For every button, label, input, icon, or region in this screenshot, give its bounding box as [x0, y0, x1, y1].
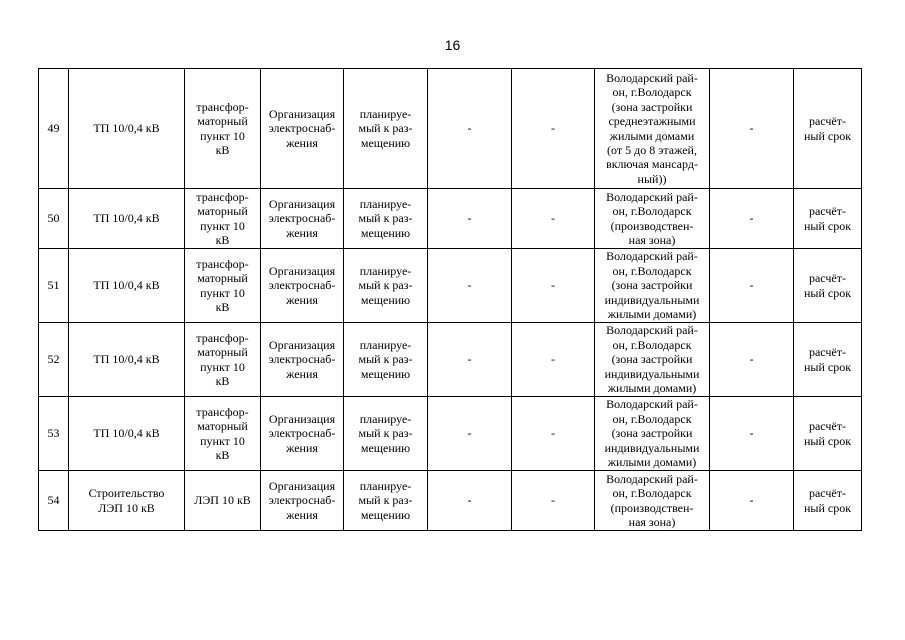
cell-text: -	[551, 278, 555, 293]
object-type-cell	[185, 249, 261, 323]
cell-text-line: мещению	[360, 507, 411, 522]
cell-text-line: кВ	[215, 232, 230, 247]
page-number: 16	[444, 37, 461, 53]
object-name-cell	[69, 189, 185, 249]
cell-text: -	[467, 352, 472, 367]
location-cell	[595, 249, 710, 323]
cell-text-line: пункт 10	[200, 285, 245, 300]
row-number-cell	[39, 323, 69, 397]
cell-text-line: трансфор-	[196, 330, 249, 345]
cell-text-line: он, г.Володарск	[612, 486, 692, 501]
cell-text: -	[749, 211, 754, 226]
column-6-cell	[512, 189, 595, 249]
cell-text: ТП 10/0,4 кВ	[93, 352, 160, 367]
object-type-cell	[185, 323, 261, 397]
cell-text-line: маторный	[197, 271, 248, 286]
row-number-cell	[39, 249, 69, 323]
table-row	[39, 189, 862, 249]
cell-text: 49	[47, 121, 60, 136]
column-6-cell	[512, 397, 595, 471]
column-8-cell	[710, 397, 794, 471]
cell-text: -	[551, 352, 555, 367]
cell-text: -	[749, 493, 754, 508]
status-cell	[344, 471, 428, 531]
cell-text: ТП 10/0,4 кВ	[93, 278, 160, 293]
column-6-cell	[512, 323, 595, 397]
cell-text: 53	[47, 426, 60, 441]
column-8-cell	[710, 189, 794, 249]
cell-text-line: Организация	[268, 106, 336, 121]
column-8-cell	[710, 323, 794, 397]
cell-text-line: маторный	[197, 345, 248, 360]
term-cell	[794, 189, 862, 249]
row-number-cell	[39, 397, 69, 471]
column-6-cell	[512, 249, 595, 323]
object-name-cell	[69, 397, 185, 471]
cell-text: -	[551, 121, 555, 136]
cell-text-line: жилыми домами)	[607, 455, 697, 470]
cell-text-line: Володарский рай-	[606, 471, 698, 486]
cell-text-line: он, г.Володарск	[612, 85, 692, 100]
cell-text-line: электроснаб-	[268, 426, 336, 441]
cell-text-line: электроснаб-	[268, 352, 336, 367]
cell-text-line: ная зона)	[628, 232, 676, 247]
cell-text-line: жилыми домами)	[607, 307, 697, 322]
status-cell	[344, 249, 428, 323]
cell-text-line: маторный	[197, 419, 248, 434]
status-cell	[344, 323, 428, 397]
cell-text-line: планируе-	[359, 196, 412, 211]
location-cell	[595, 69, 710, 189]
purpose-cell	[261, 189, 344, 249]
object-type-cell	[185, 397, 261, 471]
cell-text-line: жения	[286, 292, 318, 307]
cell-text-line: индивидуальными	[604, 440, 700, 455]
purpose-cell	[261, 323, 344, 397]
cell-text-line: расчёт-	[808, 204, 846, 219]
cell-text-line: мещению	[360, 440, 411, 455]
cell-text: -	[551, 426, 555, 441]
cell-text-line: электроснаб-	[268, 121, 336, 136]
cell-text-line: электроснаб-	[268, 493, 336, 508]
column-6-cell	[512, 69, 595, 189]
cell-text: -	[749, 278, 754, 293]
column-5-cell	[428, 189, 512, 249]
table-row	[39, 69, 862, 189]
cell-text-line: ный срок	[803, 359, 852, 374]
cell-text-line: ЛЭП 10 кВ	[98, 500, 155, 515]
cell-text: -	[749, 352, 754, 367]
cell-text-line: мый к раз-	[358, 426, 413, 441]
status-cell	[344, 189, 428, 249]
cell-text-line: жилыми домами	[609, 128, 695, 143]
purpose-cell	[261, 249, 344, 323]
cell-text: ТП 10/0,4 кВ	[93, 211, 160, 226]
cell-text: ТП 10/0,4 кВ	[93, 121, 160, 136]
status-cell	[344, 397, 428, 471]
term-cell	[794, 249, 862, 323]
cell-text: -	[551, 493, 555, 508]
status-cell	[344, 69, 428, 189]
cell-text-line: электроснаб-	[268, 278, 336, 293]
cell-text-line: ный срок	[803, 285, 852, 300]
table-row	[39, 249, 862, 323]
cell-text-line: жения	[286, 507, 318, 522]
cell-text-line: планируе-	[359, 478, 412, 493]
cell-text-line: расчёт-	[808, 271, 846, 286]
object-name-cell	[69, 249, 185, 323]
location-cell	[595, 323, 710, 397]
term-cell	[794, 323, 862, 397]
cell-text-line: Организация	[268, 196, 336, 211]
cell-text: -	[749, 121, 754, 136]
cell-text: -	[467, 121, 472, 136]
purpose-cell	[261, 471, 344, 531]
cell-text-line: планируе-	[359, 263, 412, 278]
cell-text-line: он, г.Володарск	[612, 263, 692, 278]
column-5-cell	[428, 249, 512, 323]
cell-text-line: индивидуальными	[604, 292, 700, 307]
cell-text-line: ный))	[637, 171, 667, 186]
column-8-cell	[710, 69, 794, 189]
cell-text-line: трансфор-	[196, 189, 249, 204]
cell-text-line: расчёт-	[808, 419, 846, 434]
cell-text-line: ный срок	[803, 218, 852, 233]
cell-text-line: ный срок	[803, 128, 852, 143]
cell-text-line: жения	[286, 440, 318, 455]
term-cell	[794, 397, 862, 471]
cell-text-line: Организация	[268, 337, 336, 352]
cell-text: -	[467, 426, 472, 441]
cell-text-line: ная зона)	[628, 514, 676, 529]
object-type-cell	[185, 189, 261, 249]
cell-text: 51	[47, 278, 60, 293]
cell-text-line: Организация	[268, 478, 336, 493]
cell-text-line: жения	[286, 135, 318, 150]
cell-text-line: среднеэтажными	[608, 114, 696, 129]
column-6-cell	[512, 471, 595, 531]
cell-text-line: индивидуальными	[604, 366, 700, 381]
cell-text-line: трансфор-	[196, 404, 249, 419]
object-type-cell	[185, 471, 261, 531]
cell-text-line: ный срок	[803, 500, 852, 515]
cell-text-line: планируе-	[359, 106, 412, 121]
cell-text-line: кВ	[215, 373, 230, 388]
table-body	[39, 69, 862, 531]
cell-text: 54	[47, 493, 60, 508]
cell-text-line: мещению	[360, 225, 411, 240]
object-name-cell	[69, 69, 185, 189]
cell-text-line: (зона застройки	[611, 352, 693, 367]
column-8-cell	[710, 249, 794, 323]
cell-text-line: кВ	[215, 299, 230, 314]
cell-text-line: (зона застройки	[611, 426, 693, 441]
cell-text: 52	[47, 352, 60, 367]
column-5-cell	[428, 69, 512, 189]
cell-text-line: Володарский рай-	[606, 323, 698, 338]
cell-text-line: мый к раз-	[358, 278, 413, 293]
cell-text: -	[467, 493, 472, 508]
cell-text: -	[467, 278, 472, 293]
column-5-cell	[428, 397, 512, 471]
cell-text-line: мещению	[360, 292, 411, 307]
cell-text-line: кВ	[215, 142, 230, 157]
cell-text-line: трансфор-	[196, 99, 249, 114]
location-cell	[595, 189, 710, 249]
cell-text-line: мый к раз-	[358, 493, 413, 508]
cell-text-line: жения	[286, 225, 318, 240]
cell-text-line: включая мансард-	[606, 157, 698, 172]
cell-text-line: трансфор-	[196, 256, 249, 271]
cell-text-line: (зона застройки	[611, 278, 693, 293]
cell-text-line: кВ	[215, 447, 230, 462]
cell-text-line: он, г.Володарск	[612, 337, 692, 352]
cell-text: -	[749, 426, 754, 441]
object-type-cell	[185, 69, 261, 189]
cell-text-line: мещению	[360, 135, 411, 150]
cell-text-line: пункт 10	[200, 218, 245, 233]
table-row	[39, 397, 862, 471]
cell-text-line: (производствен-	[610, 218, 694, 233]
cell-text-line: ный срок	[803, 433, 852, 448]
cell-text-line: ЛЭП 10 кВ	[194, 493, 251, 508]
cell-text-line: мый к раз-	[358, 352, 413, 367]
table-row	[39, 323, 862, 397]
cell-text-line: (от 5 до 8 этажей,	[607, 142, 697, 157]
purpose-cell	[261, 69, 344, 189]
cell-text-line: он, г.Володарск	[612, 204, 692, 219]
cell-text-line: жения	[286, 366, 318, 381]
planning-table	[38, 68, 862, 531]
row-number-cell	[39, 189, 69, 249]
object-name-cell	[69, 323, 185, 397]
row-number-cell	[39, 69, 69, 189]
cell-text-line: электроснаб-	[268, 211, 336, 226]
cell-text-line: Володарский рай-	[606, 397, 698, 412]
column-8-cell	[710, 471, 794, 531]
cell-text-line: жилыми домами)	[607, 381, 697, 396]
cell-text-line: Организация	[268, 411, 336, 426]
cell-text-line: (производствен-	[610, 500, 694, 515]
cell-text-line: Володарский рай-	[606, 249, 698, 264]
cell-text-line: Володарский рай-	[606, 189, 698, 204]
cell-text-line: расчёт-	[808, 345, 846, 360]
object-name-cell	[69, 471, 185, 531]
table-row	[39, 471, 862, 531]
cell-text-line: планируе-	[359, 411, 412, 426]
cell-text: -	[551, 211, 555, 226]
term-cell	[794, 69, 862, 189]
cell-text-line: мый к раз-	[358, 211, 413, 226]
cell-text-line: (зона застройки	[611, 99, 693, 114]
column-5-cell	[428, 471, 512, 531]
cell-text-line: он, г.Володарск	[612, 411, 692, 426]
cell-text-line: расчёт-	[808, 486, 846, 501]
cell-text-line: Строительство	[88, 486, 165, 501]
cell-text-line: маторный	[197, 204, 248, 219]
column-5-cell	[428, 323, 512, 397]
cell-text: ТП 10/0,4 кВ	[93, 426, 160, 441]
row-number-cell	[39, 471, 69, 531]
cell-text-line: мещению	[360, 366, 411, 381]
cell-text: -	[467, 211, 472, 226]
cell-text-line: планируе-	[359, 337, 412, 352]
cell-text-line: мый к раз-	[358, 121, 413, 136]
purpose-cell	[261, 397, 344, 471]
location-cell	[595, 471, 710, 531]
cell-text-line: пункт 10	[200, 128, 245, 143]
cell-text-line: пункт 10	[200, 433, 245, 448]
cell-text-line: Володарский рай-	[606, 70, 698, 85]
cell-text-line: пункт 10	[200, 359, 245, 374]
cell-text-line: Организация	[268, 263, 336, 278]
term-cell	[794, 471, 862, 531]
cell-text-line: маторный	[197, 114, 248, 129]
cell-text-line: расчёт-	[808, 114, 846, 129]
location-cell	[595, 397, 710, 471]
cell-text: 50	[47, 211, 60, 226]
